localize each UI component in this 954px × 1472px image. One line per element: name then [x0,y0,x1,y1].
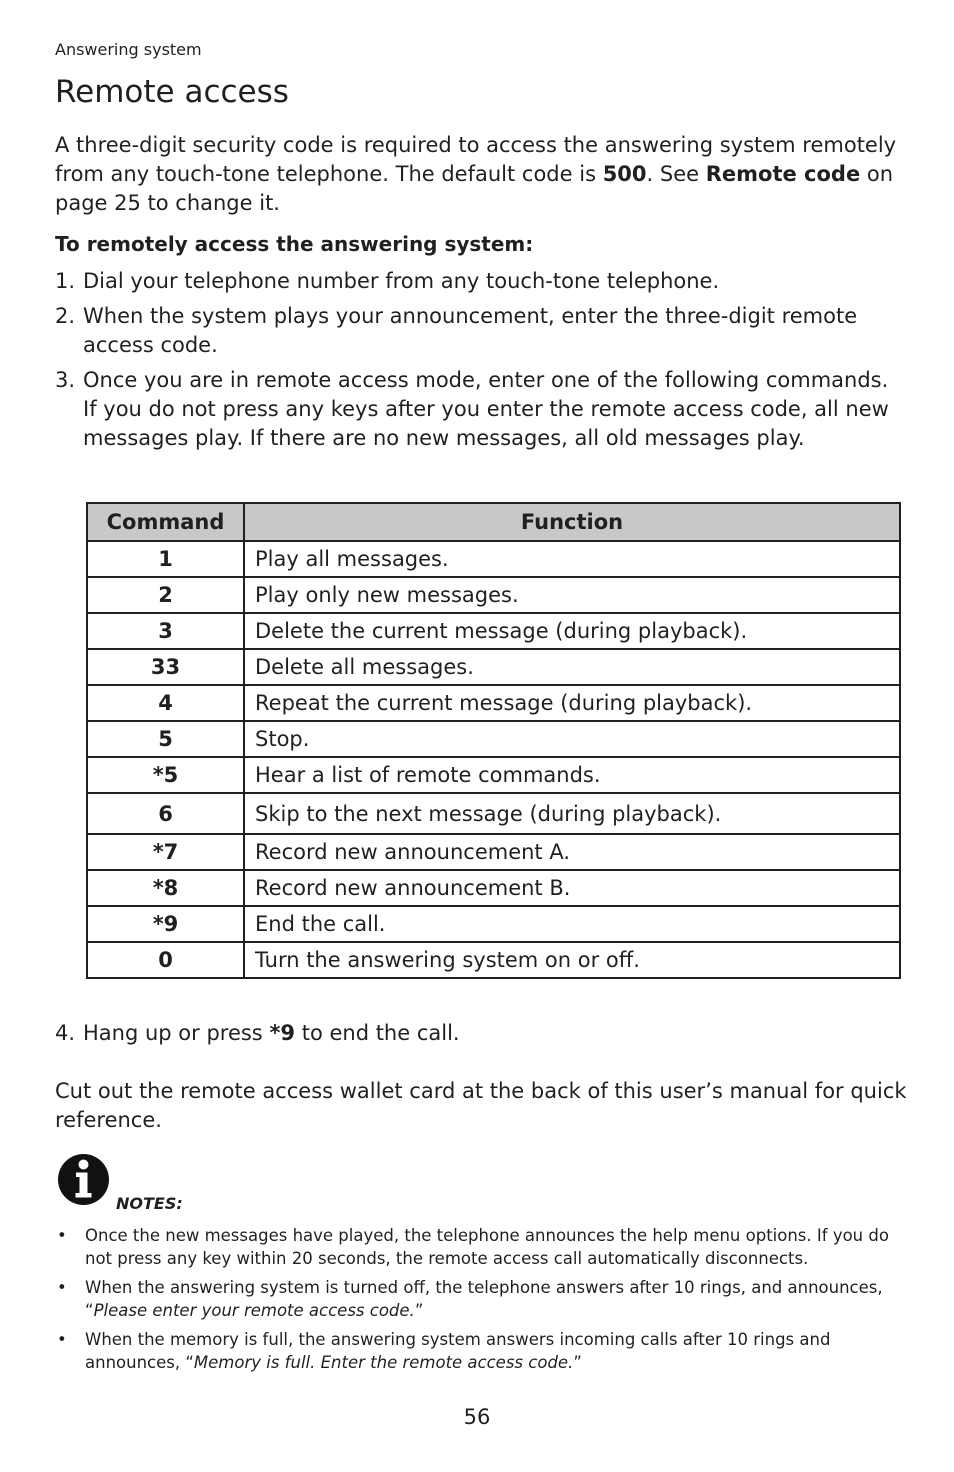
step-text [83,1021,460,1045]
step-item [55,267,905,296]
step-text: Once you are in remote access mode, enter one of the following commands. If you do not press any keys after you enter the remote access code, all new messages play. If there are no new messages, all old messages play. [83,368,889,450]
command-cell: *7 [87,834,244,870]
command-cell: 6 [87,793,244,834]
bullet-icon: • [57,1278,67,1297]
note-item [55,1224,905,1270]
remote-code-reference: Remote code [705,162,861,186]
note-text [85,1276,905,1322]
command-cell: 33 [87,649,244,685]
bullet-icon: • [57,1330,67,1349]
announcement-quote: Memory is full. Enter the remote access code. [193,1353,574,1372]
step-number: 2. [55,304,76,328]
step-number: 3. [55,368,76,392]
step-text: When the system plays your announcement, enter the three-digit remote access code. [83,304,858,357]
table-row [87,942,900,978]
function-cell: Record new announcement A. [244,834,900,870]
section-header: Answering system [55,40,202,59]
note-item [55,1328,905,1374]
function-cell: Stop. [244,721,900,757]
function-cell: Turn the answering system on or off. [244,942,900,978]
info-icon [57,1153,110,1206]
default-code: 500 [602,162,647,186]
command-cell: 3 [87,613,244,649]
table-row [87,793,900,834]
step-number: 4. [55,1021,76,1045]
table-row [87,613,900,649]
command-cell: 4 [87,685,244,721]
function-cell: Play only new messages. [244,577,900,613]
column-header-command: Command [87,503,244,541]
command-cell: 2 [87,577,244,613]
function-cell: Delete the current message (during playback). [244,613,900,649]
announcement-quote: Please enter your remote access code. [93,1301,415,1320]
page-number: 56 [463,1405,491,1429]
note-text-part: ” [414,1301,424,1320]
table-row [87,906,900,942]
function-cell: Repeat the current message (during playback). [244,685,900,721]
step-text: Dial your telephone number from any touch-tone telephone. [83,269,720,293]
table-row [87,721,900,757]
step-text-part: Hang up or press [83,1021,270,1045]
intro-text: A three-digit security code is required to access the answering system remotely from any touch-tone telephone. The default code is [55,133,897,186]
function-cell: End the call. [244,906,900,942]
intro-paragraph [55,131,915,218]
table-header-row [87,503,900,541]
column-header-function: Function [244,503,900,541]
command-cell: *5 [87,757,244,793]
command-cell: 1 [87,541,244,577]
table-row [87,577,900,613]
table-row [87,870,900,906]
function-cell: Delete all messages. [244,649,900,685]
table-row [87,685,900,721]
note-text: Once the new messages have played, the telephone announces the help menu options. If you do not press any key within 20 seconds, the remote access call automatically disconnects. [85,1226,889,1268]
wallet-card-paragraph: Cut out the remote access wallet card at the back of this user’s manual for quick reference. [55,1079,907,1132]
table-row [87,649,900,685]
instructions-heading: To remotely access the answering system: [55,232,534,256]
note-text-part: When the memory is full, the answering system answers incoming calls after 10 rings and announces, “ [85,1330,831,1372]
function-cell: Play all messages. [244,541,900,577]
steps-list [55,267,905,459]
function-cell: Skip to the next message (during playback). [244,793,900,834]
notes-list [55,1224,905,1380]
table-row [87,834,900,870]
table-row [87,541,900,577]
bullet-icon: • [57,1226,67,1245]
page-title: Remote access [55,74,289,110]
note-text-part: ” [573,1353,582,1372]
command-cell: *8 [87,870,244,906]
command-cell: 5 [87,721,244,757]
command-cell: *9 [87,906,244,942]
step-number: 1. [55,269,76,293]
function-cell: Record new announcement B. [244,870,900,906]
step-item [55,1021,460,1045]
table-row [87,757,900,793]
step-item [55,366,905,453]
intro-text: . See [646,162,706,186]
note-item [55,1276,905,1322]
step-item [55,302,905,360]
function-cell: Hear a list of remote commands. [244,757,900,793]
notes-label: NOTES: [116,1194,183,1213]
intro-text: on page 25 to change it. [55,162,894,215]
end-call-key: *9 [269,1021,296,1045]
command-cell: 0 [87,942,244,978]
commands-table [86,502,901,979]
step-text-part: to end the call. [295,1021,460,1045]
note-text [85,1328,905,1374]
note-text-part: When the answering system is turned off, the telephone answers after 10 rings, and announces, “ [85,1278,883,1320]
